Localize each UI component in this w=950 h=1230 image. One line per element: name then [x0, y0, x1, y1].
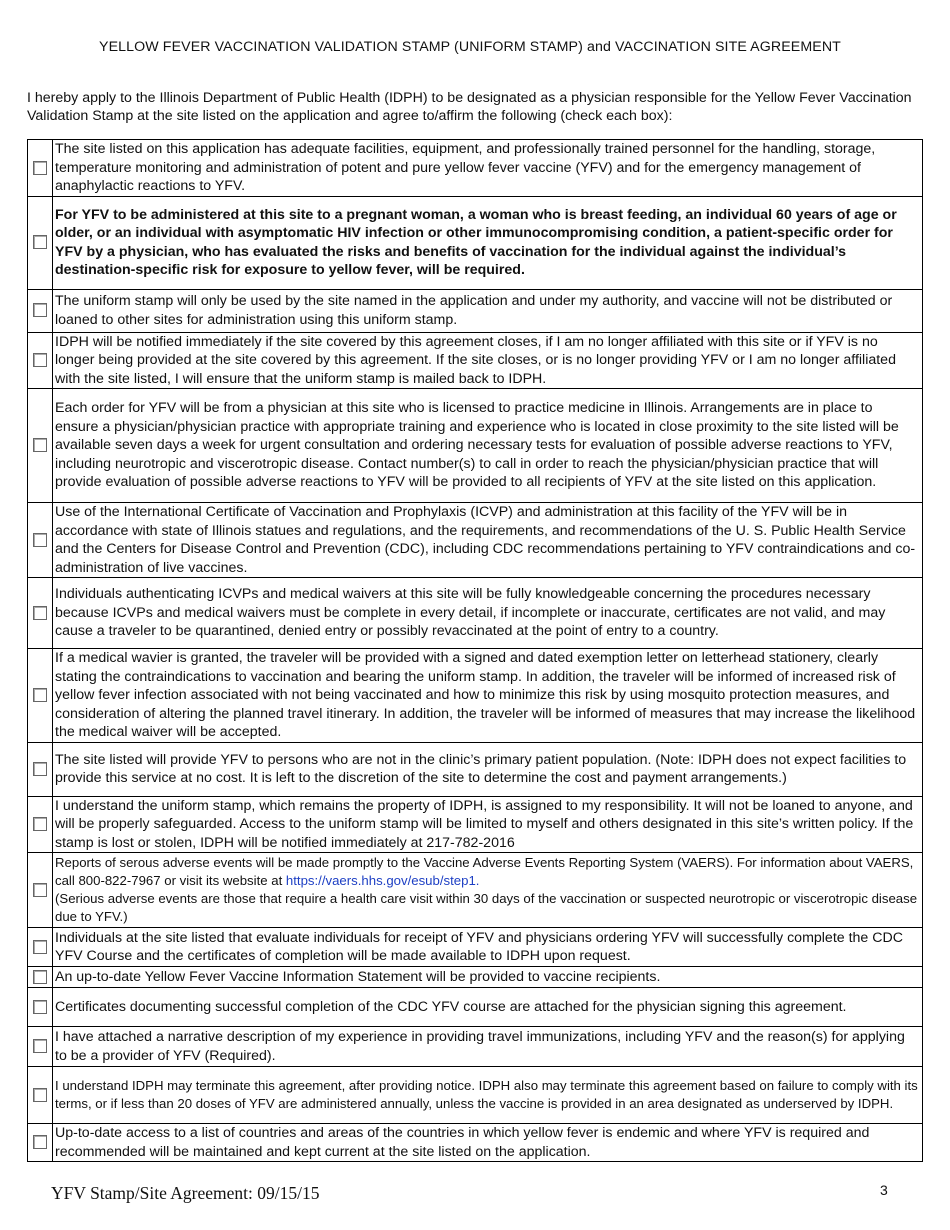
- vaers-note: (Serious adverse events are those that require a health care visit within 30 days of the vaccination or suspected neurotropic or viscerotropic disease due to YFV.): [55, 891, 918, 924]
- agreement-row: [28, 332, 923, 389]
- agreement-text: An up-to-date Yellow Fever Vaccine Information Statement will be provided to vaccine recipients.: [53, 967, 923, 988]
- agreement-checkbox[interactable]: [33, 1088, 47, 1102]
- agreement-checkbox[interactable]: [33, 438, 47, 452]
- agreement-checkbox[interactable]: [33, 940, 47, 954]
- agreement-text: [53, 853, 923, 928]
- agreement-text: Up-to-date access to a list of countries and areas of the countries in which yellow fever is endemic and where YFV is required and recommended will be maintained and kept current at the site listed on the application.: [53, 1124, 923, 1162]
- agreement-text: Certificates documenting successful completion of the CDC YFV course are attached for the physician signing this agreement.: [53, 988, 923, 1027]
- agreement-table: [27, 139, 923, 1162]
- vaers-link[interactable]: https://vaers.hhs.gov/esub/step1.: [285, 873, 480, 888]
- agreement-row: [28, 1067, 923, 1124]
- agreement-row: [28, 649, 923, 743]
- agreement-row: [28, 578, 923, 649]
- agreement-checkbox[interactable]: [33, 1135, 47, 1149]
- agreement-text: Individuals at the site listed that evaluate individuals for receipt of YFV and physicians ordering YFV will successfully complete the CDC YFV Course and the certificates of completion will be made available to IDPH upon request.: [53, 928, 923, 967]
- page-number: 3: [880, 1182, 888, 1198]
- agreement-checkbox[interactable]: [33, 970, 47, 984]
- agreement-row: [28, 967, 923, 988]
- agreement-checkbox[interactable]: [33, 235, 47, 249]
- intro-paragraph: I hereby apply to the Illinois Department of Public Health (IDPH) to be designated as a physician responsible for the Yellow Fever Vaccination Validation Stamp at the site listed on the application and agree to/affirm the following (check each box):: [27, 90, 912, 124]
- agreement-text: The uniform stamp will only be used by the site named in the application and under my authority, and vaccine will not be distributed or loaned to other sites for administration using this uniform stamp.: [53, 289, 923, 332]
- agreement-text: Each order for YFV will be from a physician at this site who is licensed to practice medicine in Illinois. Arrangements are in place to ensure a physician/physician practice with appropriate training and experience who is located in close proximity to the site listed will be available seven days a week for urgent consultation and ordering necessary tests for evaluation of possible adverse reactions to YFV, including neurotropic and viscerotropic disease. Contact number(s) to call in order to reach the physician/physician practice that will provide evaluation of possible adverse reactions to YFV will be provided to all recipients of YFV at the site listed on this application.: [53, 389, 923, 503]
- agreement-checkbox[interactable]: [33, 817, 47, 831]
- agreement-row: [28, 1124, 923, 1162]
- agreement-checkbox[interactable]: [33, 688, 47, 702]
- agreement-text: If a medical wavier is granted, the traveler will be provided with a signed and dated exemption letter on letterhead stationery, clearly stating the contraindications to vaccination and bearing the uniform stamp. In addition, the traveler will be informed of increased risk of yellow fever infection associated with not being vaccinated and how to minimize this risk by using mosquito protection measures, and consideration of altering the planned travel itinerary. In addition, the traveler will be informed of measures that may increase the likelihood the medical waiver will be accepted.: [53, 649, 923, 743]
- agreement-checkbox[interactable]: [33, 353, 47, 367]
- agreement-checkbox[interactable]: [33, 1000, 47, 1014]
- agreement-text: I understand the uniform stamp, which remains the property of IDPH, is assigned to my responsibility. It will not be loaned to anyone, and will be properly safeguarded. Access to the uniform stamp will be limited to myself and others designated in this site’s written policy. If the stamp is lost or stolen, IDPH will be notified immediately at 217-782-2016: [53, 796, 923, 853]
- agreement-checkbox[interactable]: [33, 161, 47, 175]
- agreement-checkbox[interactable]: [33, 1039, 47, 1053]
- page-title: YELLOW FEVER VACCINATION VALIDATION STAMP (UNIFORM STAMP) and VACCINATION SITE AGREEMENT: [99, 39, 841, 55]
- agreement-checkbox[interactable]: [33, 303, 47, 317]
- agreement-row: [28, 1027, 923, 1067]
- agreement-checkbox[interactable]: [33, 762, 47, 776]
- form-id-footer: YFV Stamp/Site Agreement: 09/15/15: [51, 1183, 320, 1203]
- agreement-text: Individuals authenticating ICVPs and medical waivers at this site will be fully knowledgeable concerning the procedures necessary because ICVPs and medical waivers must be complete in every detail, if incomplete or inaccurate, certificates are not valid, and may cause a traveler to be quarantined, denied entry or possibly revaccinated at the point of entry to a country.: [53, 578, 923, 649]
- agreement-text: I understand IDPH may terminate this agreement, after providing notice. IDPH also may terminate this agreement based on failure to comply with its terms, or if less than 20 doses of YFV are administered annually, unless the vaccine is provided in an area designated as underserved by IDPH.: [53, 1067, 923, 1124]
- agreement-text: IDPH will be notified immediately if the site covered by this agreement closes, if I am no longer affiliated with this site or if YFV is no longer being provided at the site covered by this agreement. If the site closes, or is no longer providing YFV or I am no longer affiliated with the site listed, I will ensure that the uniform stamp is mailed back to IDPH.: [53, 332, 923, 389]
- agreement-row: [28, 988, 923, 1027]
- agreement-text: The site listed will provide YFV to persons who are not in the clinic’s primary patient population. (Note: IDPH does not expect facilities to provide this service at no cost. It is left to the discretion of the site to determine the cost and payment arrangements.): [53, 742, 923, 796]
- agreement-row: [28, 928, 923, 967]
- agreement-row: [28, 742, 923, 796]
- agreement-checkbox[interactable]: [33, 533, 47, 547]
- agreement-row: [28, 389, 923, 503]
- agreement-text: Use of the International Certificate of Vaccination and Prophylaxis (ICVP) and administration at this facility of the YFV will be in accordance with state of Illinois statues and regulations, and the requirements, and recommendations of the U. S. Public Health Service and the Centers for Disease Control and Prevention (CDC), including CDC recommendations pertaining to YFV contraindications and co-administration of live vaccines.: [53, 503, 923, 578]
- agreement-text: The site listed on this application has adequate facilities, equipment, and professionally trained personnel for the handling, storage, temperature monitoring and administration of potent and pure yellow fever vaccine (YFV) and for the emergency management of anaphylactic reactions to YFV.: [53, 140, 923, 197]
- agreement-row: [28, 289, 923, 332]
- agreement-checkbox[interactable]: [33, 883, 47, 897]
- agreement-row: [28, 196, 923, 289]
- agreement-text: I have attached a narrative description of my experience in providing travel immunizations, including YFV and the reason(s) for applying to be a provider of YFV (Required).: [53, 1027, 923, 1067]
- agreement-checkbox[interactable]: [33, 606, 47, 620]
- agreement-row: [28, 140, 923, 197]
- vaers-text: Reports of serous adverse events will be made promptly to the Vaccine Adverse Events Reporting System (VAERS). For information about VAERS, call 800-822-7967 or visit its website at: [55, 855, 914, 888]
- agreement-row: [28, 503, 923, 578]
- agreement-row: [28, 796, 923, 853]
- agreement-row: [28, 853, 923, 928]
- agreement-text: For YFV to be administered at this site to a pregnant woman, a woman who is breast feeding, an individual 60 years of age or older, or an individual with asymptomatic HIV infection or other immunocompromising condition, a patient-specific order for YFV by a physician, who has evaluated the risks and benefits of vaccination for the individual against the individual’s destination-specific risk for exposure to yellow fever, will be required.: [53, 196, 923, 289]
